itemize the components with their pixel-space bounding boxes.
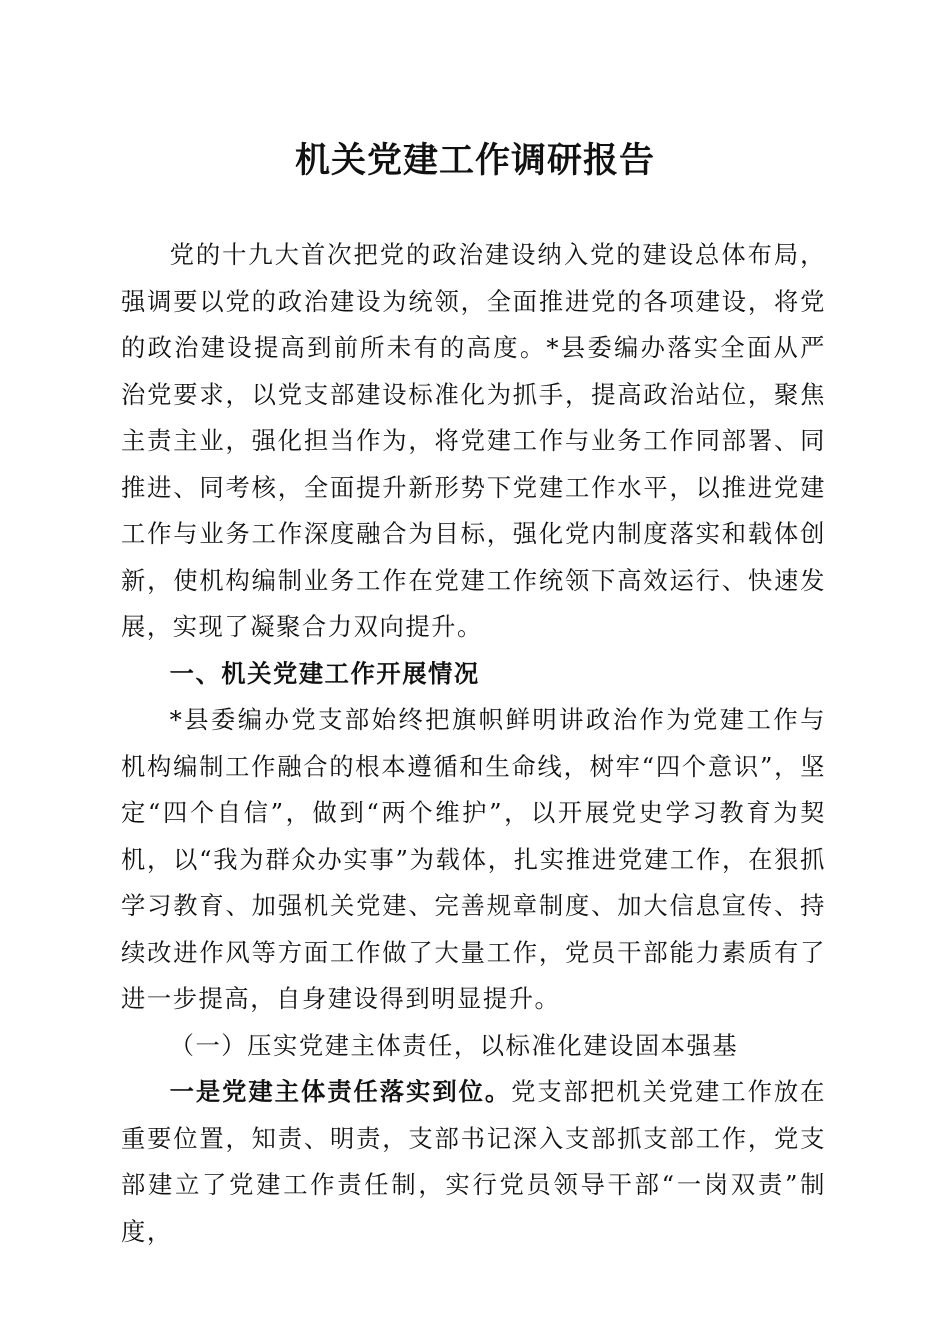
intro-paragraph: 党的十九大首次把党的政治建设纳入党的建设总体布局，强调要以党的政治建设为统领，全面推进党的各项建设，将党的政治建设提高到前所未有的高度。*县委编办落实全面从严治党要求，以党支部建设标准化为抓手，提高政治站位，聚焦主责主业，强化担当作为，将党建工作与业务工作同部署、同推进、同考核，全面提升新形势下党建工作水平，以推进党建工作与业务工作深度融合为目标，强化党内制度落实和载体创新，使机构编制业务工作在党建工作统领下高效运行、快速发展，实现了凝聚合力双向提升。 xyxy=(121,240,826,641)
subsection-heading: （一）压实党建主体责任，以标准化建设固本强基 xyxy=(169,1030,739,1060)
section-paragraph: *县委编办党支部始终把旗帜鲜明讲政治作为党建工作与机构编制工作融合的根本遵循和生命线，树牢“四个意识”，坚定“四个自信”，做到“两个维护”，以开展党史学习教育为契机，以“我为群众办实事”为载体，扎实推进党建工作，在狠抓学习教育、加强机关党建、完善规章制度、加大信息宣传、持续改进作风等方面工作做了大量工作，党员干部能力素质有了进一步提高，自身建设得到明显提升。 xyxy=(121,705,826,1013)
point-paragraph xyxy=(121,1069,826,1255)
document-body xyxy=(121,232,826,1255)
point-body: 党支部把机关党建工作放在重要位置，知责、明责，支部书记深入支部抓支部工作，党支部建立了党建工作责任制，实行党员领导干部“一岗双责”制度， xyxy=(121,1077,826,1246)
section-heading: 一、机关党建工作开展情况 xyxy=(169,658,480,688)
point-lead: 一是党建主体责任落实到位。 xyxy=(169,1077,512,1106)
document-title: 机关党建工作调研报告 xyxy=(294,140,655,181)
